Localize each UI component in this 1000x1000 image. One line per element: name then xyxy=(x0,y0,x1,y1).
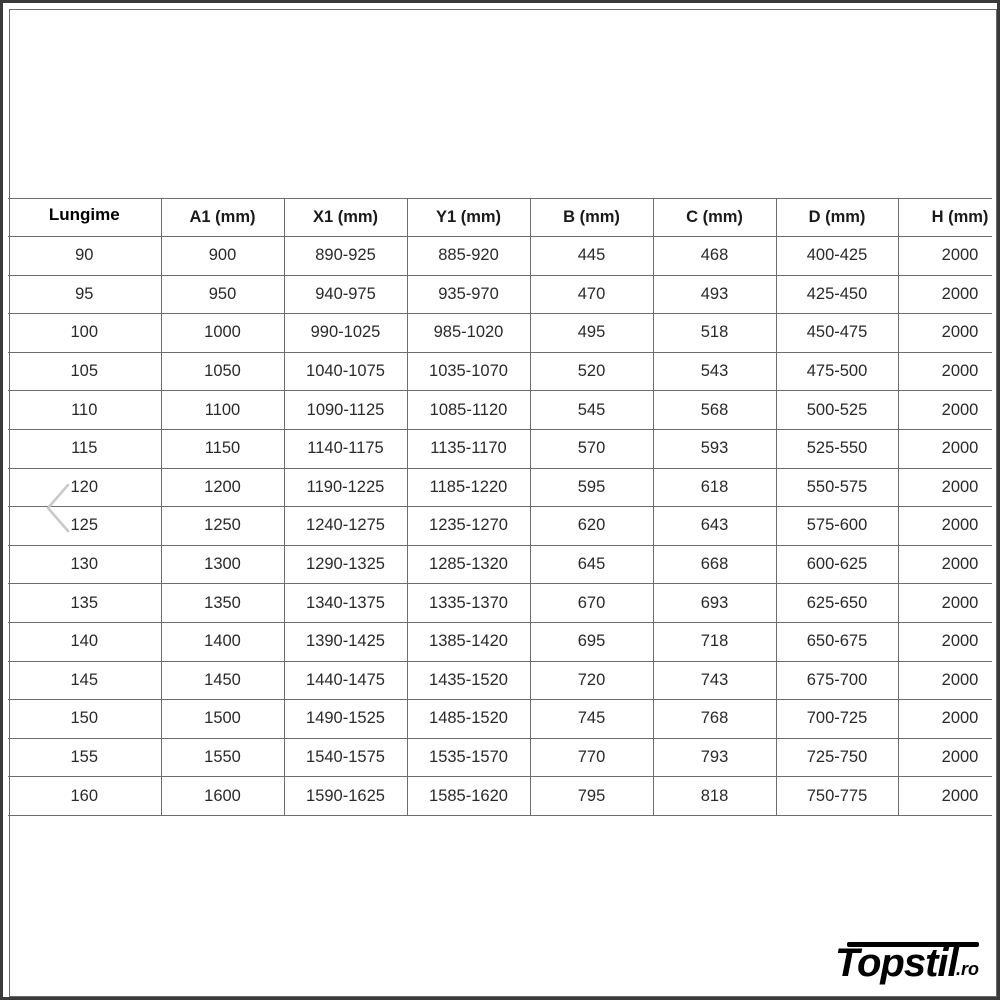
table-cell: 1290-1325 xyxy=(284,545,407,584)
table-row xyxy=(8,352,992,391)
table-cell: 90 xyxy=(8,237,161,276)
table-row xyxy=(8,545,992,584)
table-cell: 543 xyxy=(653,352,776,391)
table-cell: 1490-1525 xyxy=(284,700,407,739)
table-cell: 890-925 xyxy=(284,237,407,276)
table-cell: 718 xyxy=(653,622,776,661)
table-cell: 1100 xyxy=(161,391,284,430)
column-header: X1 (mm) xyxy=(284,199,407,237)
table-cell: 500-525 xyxy=(776,391,898,430)
table-cell: 2000 xyxy=(898,584,992,623)
table-cell: 1390-1425 xyxy=(284,622,407,661)
table-row xyxy=(8,661,992,700)
table-cell: 1600 xyxy=(161,777,284,816)
table-cell: 140 xyxy=(8,622,161,661)
table-cell: 1240-1275 xyxy=(284,507,407,546)
table-cell: 645 xyxy=(530,545,653,584)
table-cell: 145 xyxy=(8,661,161,700)
table-cell: 1485-1520 xyxy=(407,700,530,739)
table-cell: 1440-1475 xyxy=(284,661,407,700)
table-cell: 95 xyxy=(8,275,161,314)
table-cell: 793 xyxy=(653,738,776,777)
column-header: H (mm) xyxy=(898,199,992,237)
chevron-left-icon[interactable] xyxy=(44,482,84,534)
table-cell: 475-500 xyxy=(776,352,898,391)
table-row xyxy=(8,314,992,353)
table-cell: 2000 xyxy=(898,391,992,430)
table-cell: 125 xyxy=(8,507,161,546)
table-cell: 1190-1225 xyxy=(284,468,407,507)
table-cell: 1050 xyxy=(161,352,284,391)
table-row xyxy=(8,622,992,661)
table-cell: 593 xyxy=(653,429,776,468)
column-header: B (mm) xyxy=(530,199,653,237)
table-body xyxy=(8,237,992,816)
table-row xyxy=(8,429,992,468)
table-cell: 2000 xyxy=(898,700,992,739)
table-cell: 1340-1375 xyxy=(284,584,407,623)
table-cell: 743 xyxy=(653,661,776,700)
table-cell: 2000 xyxy=(898,429,992,468)
table-cell: 2000 xyxy=(898,777,992,816)
table-cell: 818 xyxy=(653,777,776,816)
table-cell: 935-970 xyxy=(407,275,530,314)
table-row xyxy=(8,237,992,276)
table-cell: 720 xyxy=(530,661,653,700)
table-cell: 595 xyxy=(530,468,653,507)
table-cell: 625-650 xyxy=(776,584,898,623)
table-cell: 150 xyxy=(8,700,161,739)
table-cell: 575-600 xyxy=(776,507,898,546)
table-cell: 670 xyxy=(530,584,653,623)
table-cell: 1185-1220 xyxy=(407,468,530,507)
table-cell: 1040-1075 xyxy=(284,352,407,391)
table-cell: 1435-1520 xyxy=(407,661,530,700)
table-cell: 100 xyxy=(8,314,161,353)
table-row xyxy=(8,275,992,314)
table-cell: 2000 xyxy=(898,661,992,700)
table-cell: 493 xyxy=(653,275,776,314)
table-cell: 1450 xyxy=(161,661,284,700)
table-cell: 750-775 xyxy=(776,777,898,816)
table-cell: 1590-1625 xyxy=(284,777,407,816)
table-row xyxy=(8,738,992,777)
table-cell: 675-700 xyxy=(776,661,898,700)
table-cell: 160 xyxy=(8,777,161,816)
table-cell: 643 xyxy=(653,507,776,546)
table-cell: 1035-1070 xyxy=(407,352,530,391)
column-header: A1 (mm) xyxy=(161,199,284,237)
table-cell: 700-725 xyxy=(776,700,898,739)
table-cell: 693 xyxy=(653,584,776,623)
table-row xyxy=(8,468,992,507)
table-cell: 545 xyxy=(530,391,653,430)
table-cell: 1535-1570 xyxy=(407,738,530,777)
brand-logo xyxy=(833,938,983,986)
table-cell: 1350 xyxy=(161,584,284,623)
table-cell: 1150 xyxy=(161,429,284,468)
table-cell: 2000 xyxy=(898,275,992,314)
table-cell: 1300 xyxy=(161,545,284,584)
table-cell: 1585-1620 xyxy=(407,777,530,816)
table-cell: 1335-1370 xyxy=(407,584,530,623)
logo-main-text: Topstil xyxy=(835,941,958,985)
column-header: C (mm) xyxy=(653,199,776,237)
table-cell: 900 xyxy=(161,237,284,276)
table-cell: 1135-1170 xyxy=(407,429,530,468)
table-cell: 2000 xyxy=(898,507,992,546)
table-cell: 1540-1575 xyxy=(284,738,407,777)
table-cell: 885-920 xyxy=(407,237,530,276)
table-cell: 1235-1270 xyxy=(407,507,530,546)
table-row xyxy=(8,584,992,623)
table-cell: 1000 xyxy=(161,314,284,353)
table-cell: 450-475 xyxy=(776,314,898,353)
table-cell: 135 xyxy=(8,584,161,623)
table-row xyxy=(8,391,992,430)
table-cell: 110 xyxy=(8,391,161,430)
table-cell: 1250 xyxy=(161,507,284,546)
table-row xyxy=(8,777,992,816)
table-cell: 2000 xyxy=(898,468,992,507)
table-cell: 795 xyxy=(530,777,653,816)
table-cell: 120 xyxy=(8,468,161,507)
table-cell: 1085-1120 xyxy=(407,391,530,430)
table-row xyxy=(8,507,992,546)
table-cell: 950 xyxy=(161,275,284,314)
table-cell: 468 xyxy=(653,237,776,276)
table-cell: 1285-1320 xyxy=(407,545,530,584)
table-cell: 570 xyxy=(530,429,653,468)
table-cell: 770 xyxy=(530,738,653,777)
table-cell: 1200 xyxy=(161,468,284,507)
table-cell: 725-750 xyxy=(776,738,898,777)
dimensions-table xyxy=(8,198,992,816)
table-cell: 400-425 xyxy=(776,237,898,276)
table-cell: 520 xyxy=(530,352,653,391)
table-cell: 495 xyxy=(530,314,653,353)
column-header: Lungime xyxy=(8,199,161,237)
table-cell: 550-575 xyxy=(776,468,898,507)
table-cell: 2000 xyxy=(898,622,992,661)
table-cell: 745 xyxy=(530,700,653,739)
logo-suffix-text: .ro xyxy=(956,959,980,979)
table-cell: 105 xyxy=(8,352,161,391)
table-header-row xyxy=(8,199,992,237)
table-cell: 600-625 xyxy=(776,545,898,584)
table-cell: 985-1020 xyxy=(407,314,530,353)
table-cell: 425-450 xyxy=(776,275,898,314)
table-cell: 1550 xyxy=(161,738,284,777)
table-cell: 525-550 xyxy=(776,429,898,468)
table-cell: 568 xyxy=(653,391,776,430)
table-cell: 1500 xyxy=(161,700,284,739)
table-cell: 115 xyxy=(8,429,161,468)
table-cell: 2000 xyxy=(898,545,992,584)
table-cell: 2000 xyxy=(898,237,992,276)
table-cell: 1385-1420 xyxy=(407,622,530,661)
table-cell: 155 xyxy=(8,738,161,777)
table-cell: 1400 xyxy=(161,622,284,661)
table-cell: 620 xyxy=(530,507,653,546)
table-cell: 1140-1175 xyxy=(284,429,407,468)
table-cell: 2000 xyxy=(898,738,992,777)
table-cell: 470 xyxy=(530,275,653,314)
table-cell: 940-975 xyxy=(284,275,407,314)
table-cell: 518 xyxy=(653,314,776,353)
table-cell: 618 xyxy=(653,468,776,507)
table-cell: 650-675 xyxy=(776,622,898,661)
table-cell: 130 xyxy=(8,545,161,584)
table-cell: 990-1025 xyxy=(284,314,407,353)
table-cell: 445 xyxy=(530,237,653,276)
table-cell: 1090-1125 xyxy=(284,391,407,430)
table-row xyxy=(8,700,992,739)
table-cell: 2000 xyxy=(898,314,992,353)
table-cell: 668 xyxy=(653,545,776,584)
table-cell: 2000 xyxy=(898,352,992,391)
table-cell: 695 xyxy=(530,622,653,661)
column-header: Y1 (mm) xyxy=(407,199,530,237)
table-cell: 768 xyxy=(653,700,776,739)
column-header: D (mm) xyxy=(776,199,898,237)
